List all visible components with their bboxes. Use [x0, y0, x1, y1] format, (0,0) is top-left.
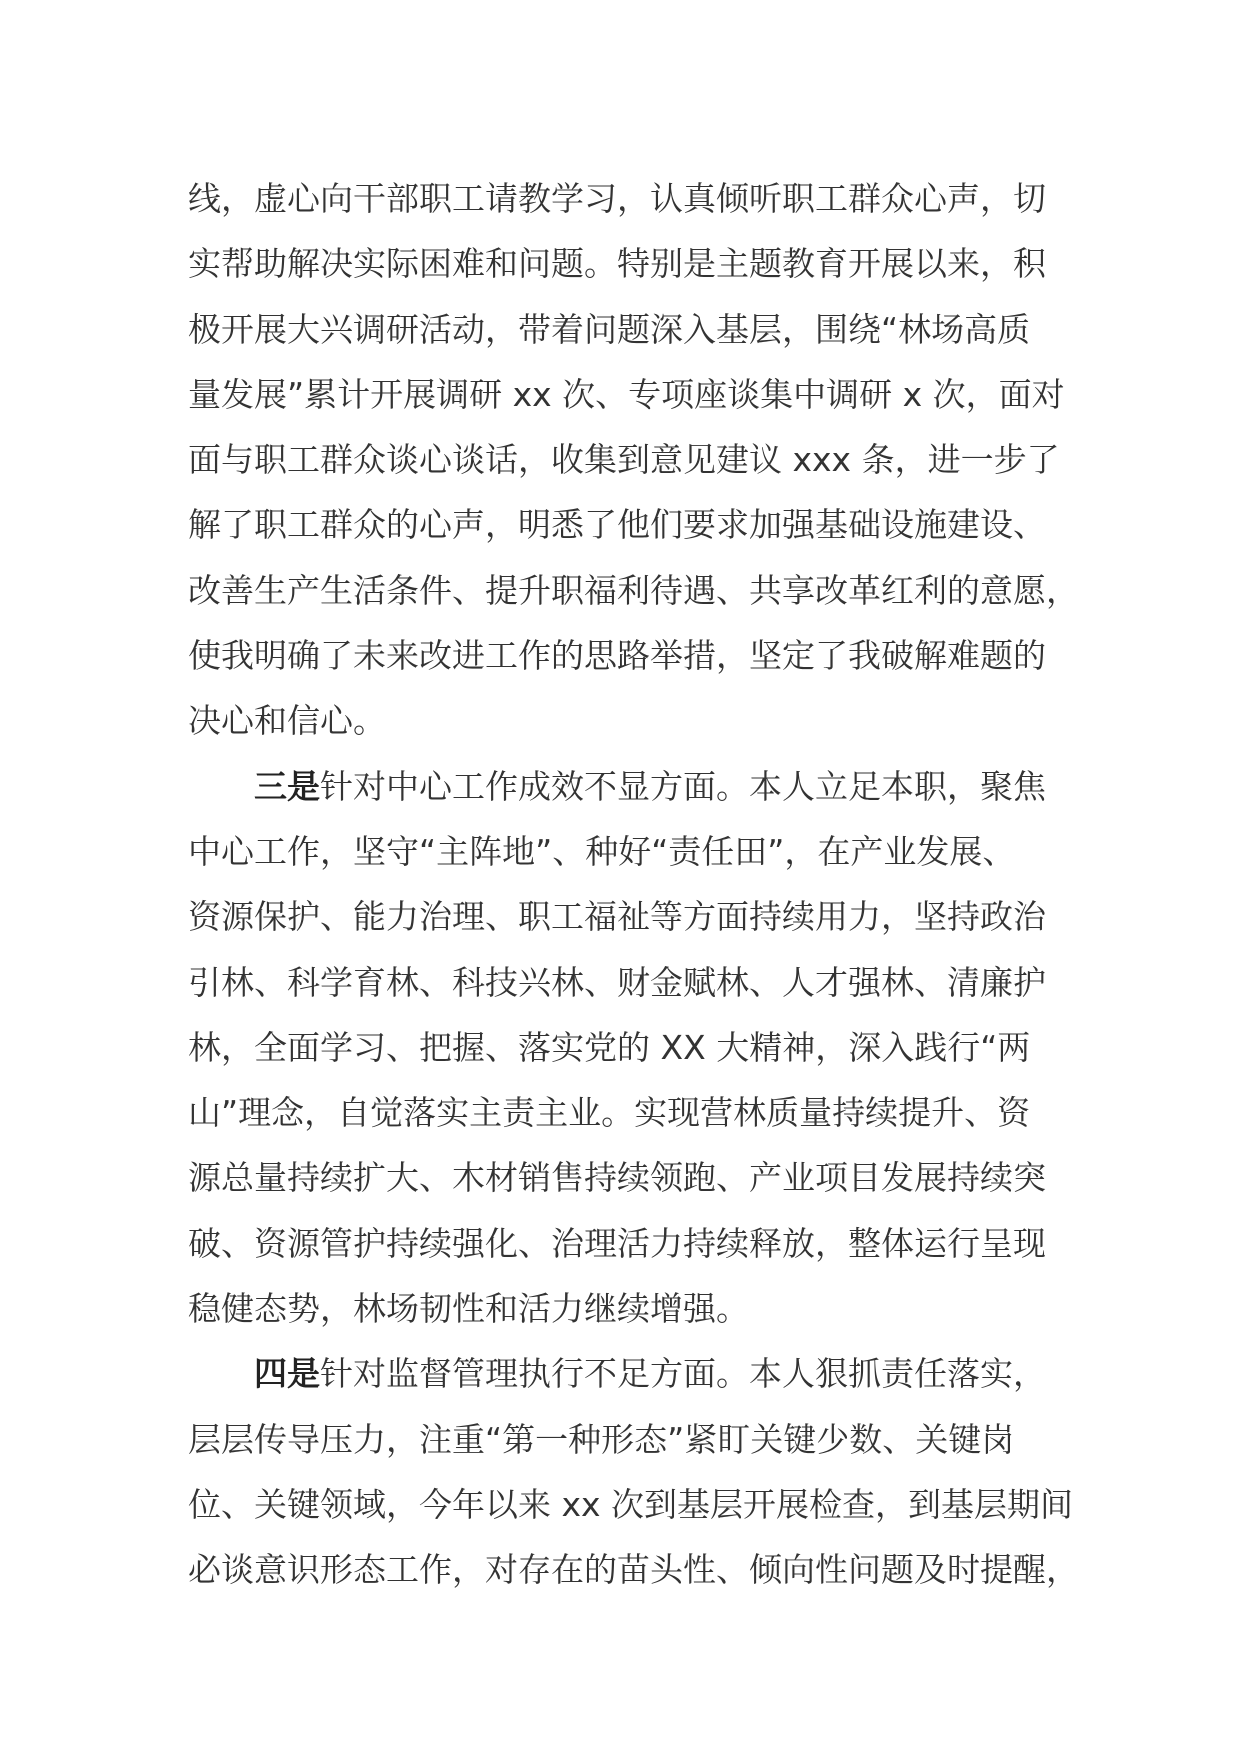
text-line: 线，虚心向干部职工请教学习，认真倾听职工群众心声，切	[188, 179, 1046, 218]
text-run: 针对监督管理执行不足方面。本人狠抓责任落实，	[320, 1354, 1046, 1394]
text-line: 中心工作，坚守“主阵地”、种好“责任田”，在产业发展、	[188, 831, 1016, 871]
text-line: 引林、科学育林、科技兴林、财金赋林、人才强林、清廉护	[188, 962, 1046, 1002]
document-body	[188, 166, 1079, 1603]
text-line: 极开展大兴调研活动，带着问题深入基层，围绕“林场高质	[188, 309, 1031, 349]
text-line	[188, 754, 1068, 819]
text-line: 位、关键领域，今年以来 xx 次到基层开展检查，到基层期间	[188, 1484, 1074, 1524]
text-line: 林，全面学习、把握、落实党的 XX 大精神，深入践行“两	[188, 1027, 1031, 1067]
text-line: 层层传导压力，注重“第一种形态”紧盯关键少数、关键岗	[188, 1419, 1015, 1459]
text-line: 实帮助解决实际困难和问题。特别是主题教育开展以来，积	[188, 244, 1046, 284]
text-run: 针对中心工作成效不显方面。本人立足本职，聚焦	[320, 766, 1046, 806]
text-line: 稳健态势，林场韧性和活力继续增强。	[188, 1289, 749, 1329]
paragraph-continuation	[188, 166, 1079, 754]
text-line: 资源保护、能力治理、职工福祉等方面持续用力，坚持政治	[188, 897, 1046, 937]
paragraph-four	[188, 1341, 1079, 1602]
text-line: 山”理念，自觉落实主责主业。实现营林质量持续提升、资	[188, 1093, 1031, 1133]
text-line	[188, 1341, 1068, 1406]
text-line: 决心和信心。	[188, 701, 386, 741]
text-line: 量发展”累计开展调研 xx 次、专项座谈集中调研 x 次，面对	[188, 374, 1065, 414]
text-line: 必谈意识形态工作，对存在的苗头性、倾向性问题及时提醒，	[188, 1550, 1079, 1590]
paragraph-three	[188, 754, 1068, 1342]
text-line: 改善生产生活条件、提升职福利待遇、共享改革红利的意愿，	[188, 570, 1079, 610]
text-line: 解了职工群众的心声，明悉了他们要求加强基础设施建设、	[188, 505, 1046, 545]
paragraph-lead: 三是	[254, 766, 320, 806]
text-line: 源总量持续扩大、木材销售持续领跑、产业项目发展持续突	[188, 1158, 1046, 1198]
paragraph-lead: 四是	[254, 1354, 320, 1394]
text-line: 破、资源管护持续强化、治理活力持续释放，整体运行呈现	[188, 1223, 1046, 1263]
text-line: 使我明确了未来改进工作的思路举措，坚定了我破解难题的	[188, 636, 1046, 676]
text-line: 面与职工群众谈心谈话，收集到意见建议 xxx 条，进一步了	[188, 440, 1060, 480]
